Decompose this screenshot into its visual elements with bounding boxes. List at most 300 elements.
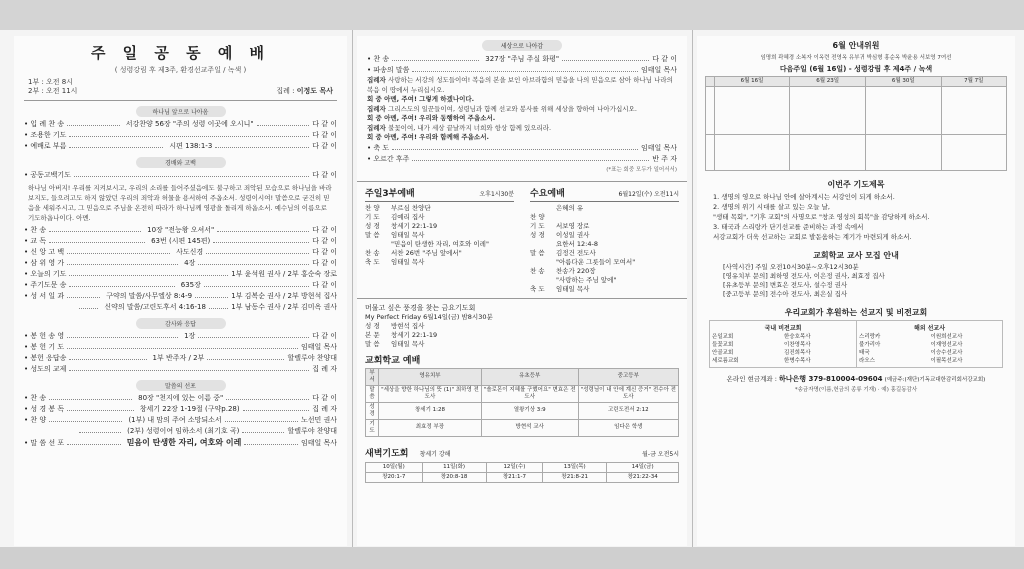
service-value: 임태일 목사	[391, 339, 425, 348]
service-item	[530, 267, 679, 276]
service-value: 임태일 목사	[391, 230, 425, 239]
leader-dots	[392, 60, 479, 61]
order-row	[357, 54, 687, 65]
service-item	[365, 340, 679, 349]
service-value: 찬송가 220장	[556, 266, 596, 275]
service-key: 본 문	[365, 330, 380, 339]
section-label: 경배와 고백	[136, 157, 226, 168]
order-detail: 신약의 말씀/고린도후서 4:16-18	[104, 303, 206, 311]
order-detail: (1부) 내 맘의 주여 소망되소서	[128, 416, 222, 424]
service-item	[365, 231, 514, 240]
order-person: 임태일 목사	[640, 66, 677, 74]
domestic-item: 안골교회	[712, 350, 734, 356]
leader-dots	[257, 125, 310, 126]
confession-prayer: 하나님 아버지! 우리를 지켜보시고, 우리의 소리를 들어주셨음에도 불구하고 죄악된 모습으로 하나님을 바라보지도, 들으려고도 하지 않았던 우리의 죄악과 허물을 용서하여 주옵소서. 성령이시여! 말씀으로 굳건히 믿음을 세워주시고, 그 믿음으로 주님을 온전히 따라가 하나님께 영광을 돌리게 하옵소서. 예수님의 이름으로 기도하옵나이다. 아멘.	[28, 184, 332, 222]
service-key: 찬 양	[530, 212, 545, 221]
roster-day: 6월 23일	[790, 77, 866, 87]
service-time-1: 1부 : 오전 8시	[28, 78, 73, 86]
top-band	[0, 0, 1024, 30]
edu-recruit-title: 교회학교 교사 모집 안내	[813, 251, 899, 260]
service-value: 김예리 집사	[391, 212, 425, 221]
prayer-item: 2. 생명의 위기 시대를 살고 있는 오늘 날,	[713, 203, 830, 211]
order-person: 집 례 자	[312, 405, 337, 413]
account-holder: (예금주:(재단)기독교대한감리회서강교회)	[884, 377, 986, 383]
order-row	[14, 119, 347, 130]
leader-dots	[206, 253, 309, 254]
domestic-item: 김진희목사	[784, 350, 811, 356]
roster-table	[705, 76, 1007, 171]
order-person: 다 같 이	[312, 226, 337, 234]
overseas-item: 이원희선교사	[930, 334, 963, 340]
order-person: 다 같 이	[652, 55, 678, 63]
order-list	[14, 170, 347, 181]
service-value: 요한서 12:4-8	[556, 239, 598, 248]
leader-dots	[49, 242, 145, 243]
service-value: 서보영 장로	[556, 221, 590, 230]
edu-col-header: 부서	[366, 368, 379, 385]
order-detail: 327장 "주님 주실 화평"	[485, 55, 560, 63]
service-item	[530, 231, 679, 240]
order-label: • 봉 헌 기 도	[24, 342, 64, 353]
order-detail: 80장 "천지에 있는 이름 중"	[138, 394, 224, 402]
leader-dots	[198, 337, 309, 338]
edu-row	[366, 385, 679, 402]
order-person: 다 같 이	[312, 259, 337, 267]
order-detail: 시편 138:1-3	[169, 142, 213, 150]
leader-dots	[79, 308, 98, 309]
order-person: 다 같 이	[312, 120, 337, 128]
leader-dots	[412, 71, 638, 72]
wednesday-service	[522, 186, 687, 294]
dawn-title: 새벽기도회	[365, 448, 409, 459]
leader-dots	[562, 60, 649, 61]
dawn-time: 월-금 오전5시	[642, 450, 679, 458]
order-row	[14, 258, 347, 269]
prayer-title: 이번주 기도제목	[827, 180, 885, 189]
order-detail: (2부) 성령이여 임하소서 (최기호 곡)	[127, 427, 240, 435]
prayer-item: 3. 태국과 스리랑카 단기선교를 준비하는 과정 속에서	[713, 223, 864, 231]
service-item	[365, 204, 514, 213]
overseas-item: 이필목선교사	[930, 358, 963, 364]
order-person: 1부 윤석원 권사 / 2부 홍순숙 장로	[231, 270, 337, 278]
edu-col-header: 중고등부	[578, 368, 678, 385]
third-service-time: 오후1시30분	[479, 190, 514, 198]
order-row	[14, 280, 347, 291]
roster-day: 6월 16일	[714, 77, 790, 87]
order-label: • 파송의 말씀	[367, 65, 409, 76]
order-person: 임태일 목사	[640, 143, 677, 152]
edu-cell: "성령님이 내 안에 계신 증거" 전수아 전도사	[578, 385, 678, 402]
usher-names: 임명희 곽혜경 소복자 이옥련 전영옥 유부귀 박심형 홍순옥 박윤용 서보영 7여선	[760, 55, 952, 61]
order-detail: 구약의 말씀/사무엘상 8:4-9	[106, 292, 193, 300]
order-list	[14, 225, 347, 313]
friday-title: 머물고 싶은 풍경을 찾는 금요기도회	[365, 303, 476, 312]
edu-cell: 최효정 부장	[379, 419, 482, 436]
column-divider	[352, 30, 353, 547]
order-row	[14, 302, 347, 313]
service-value: "믿음이 탄생한 자리, 여호와 이레"	[391, 239, 489, 248]
reading-speaker: 집례자	[367, 123, 389, 132]
order-label: • 성 경 봉 독	[24, 404, 64, 415]
service-key: 성 경	[530, 230, 545, 239]
service-item	[365, 258, 514, 267]
leader-dots	[67, 253, 170, 254]
section-label: 세상으로 나아감	[482, 40, 562, 51]
reading-text: 불꽃이여, 내가 세상 끝날까지 너희와 항상 함께 있으리라.	[388, 123, 552, 132]
friday-detail: My Perfect Friday 6월14일(금) 밤8시30분	[365, 312, 493, 321]
order-row	[14, 141, 347, 152]
overseas-heading: 해외 선교사	[913, 325, 946, 332]
service-times	[14, 78, 347, 96]
prayer-item: 1. 생명의 영으로 하나님 안에 살아계시는 서강인이 되게 하소서.	[713, 193, 895, 201]
edu-header	[357, 349, 687, 368]
dawn-day: 14일(금)	[607, 462, 679, 472]
order-label: • 입 례 찬 송	[24, 119, 64, 130]
order-label: • 예배로 부름	[24, 141, 66, 152]
order-person: 반 주 자	[652, 154, 677, 163]
service-value: 부르심 찬양단	[391, 203, 431, 212]
section-label: 말씀의 선포	[136, 380, 226, 391]
dawn-table	[365, 462, 679, 483]
order-row	[14, 247, 347, 258]
responsive-reading	[357, 76, 687, 143]
roster-corner	[706, 77, 715, 87]
order-label: • 오르간 후주	[367, 154, 409, 165]
edu-table	[365, 368, 679, 437]
reading-line	[357, 114, 687, 124]
order-list	[357, 143, 687, 165]
order-detail: 63번 (시편 145편)	[151, 237, 211, 245]
recruit-item: [중고등부 문의] 전수아 전도사, 최은실 집사	[723, 290, 848, 298]
service-value: 창세기 22:1-19	[391, 330, 438, 339]
third-service-list	[365, 204, 514, 267]
order-list	[357, 54, 687, 76]
order-detail: 1부 반주자 / 2부	[152, 354, 205, 362]
wednesday-time: 6월12일(수) 오전11시	[618, 190, 679, 198]
wednesday-list	[530, 204, 679, 294]
service-item	[530, 276, 679, 285]
leader-dots	[67, 337, 178, 338]
reading-speaker: 회 중	[367, 114, 385, 122]
order-person: 다 같 이	[312, 394, 337, 402]
leader-dots	[217, 231, 309, 232]
reading-text: 아멘, 주여! 그렇게 하겠나이다.	[384, 95, 475, 103]
order-detail: 635장	[180, 281, 201, 289]
dawn-header	[357, 437, 687, 462]
order-label: • 찬 송	[24, 225, 46, 236]
order-detail: 사도신경	[176, 248, 204, 256]
service-key: 찬 송	[365, 248, 380, 257]
order-detail: 4장	[184, 259, 196, 267]
divider	[24, 100, 337, 101]
service-value: 임태일 목사	[391, 257, 425, 266]
overseas-item: 이재영선교사	[930, 342, 963, 348]
domestic-item: 한병수목사	[784, 358, 811, 364]
order-row	[357, 154, 687, 165]
edu-cell: 임다은 학생	[578, 419, 678, 436]
service-key: 찬 양	[365, 203, 380, 212]
order-row	[14, 393, 347, 404]
column-divider	[692, 30, 693, 547]
edu-cell: 창세기 1:28	[379, 402, 482, 419]
leader-dots	[67, 264, 178, 265]
service-item	[365, 322, 679, 331]
order-label: • 성 서 일 과	[24, 291, 64, 302]
leader-label: 집례 :	[276, 87, 297, 95]
third-service-title: 주일3부예배	[365, 188, 415, 199]
sermon-preacher: 임태일 목사	[300, 439, 338, 447]
prayer-item: 서강교회가 더욱 선교하는 교회로 발돋움하는 계기가 마련되게 하소서.	[713, 233, 912, 241]
service-key: 성 경	[365, 221, 380, 230]
edu-cell: 성경	[366, 402, 379, 419]
overseas-item: 스리랑카	[859, 334, 881, 340]
leader-dots	[209, 308, 228, 309]
leader-dots	[67, 348, 298, 349]
service-value: 방현석 집사	[391, 321, 425, 330]
leader-dots	[67, 410, 134, 411]
reading-text: 아멘, 주여! 우리와 동행하여 주옵소서.	[384, 114, 496, 122]
third-service	[357, 186, 522, 294]
order-person: 다 같 이	[312, 237, 337, 245]
dawn-ref: 창20:8-18	[422, 472, 486, 482]
account-info	[697, 374, 1015, 384]
friday-prayer	[357, 298, 687, 349]
overseas-list	[859, 333, 1000, 365]
leader-dots	[69, 275, 228, 276]
recruit-item: [유초등부 문의] 변효은 전도사, 설수정 권사	[723, 281, 848, 289]
leader-dots	[49, 231, 141, 232]
order-list	[14, 393, 347, 437]
edu-recruit-list	[697, 261, 1015, 301]
service-item	[365, 240, 514, 249]
order-list	[14, 331, 347, 375]
order-row	[14, 404, 347, 415]
order-person: 노선민 권사	[300, 416, 338, 424]
reading-text: 아멘, 주여! 우리와 함께해 주옵소서.	[384, 133, 489, 141]
page-subtitle: ( 성령강림 후 제3주, 환경선교주일 / 녹색 )	[114, 66, 247, 74]
order-label: • 봉 헌 송 영	[24, 331, 64, 342]
order-row	[14, 291, 347, 302]
edu-row	[366, 419, 679, 436]
dawn-day: 12일(수)	[486, 462, 543, 472]
domestic-item: 세로름교회	[712, 358, 739, 364]
service-key: 말 씀	[365, 339, 380, 348]
dawn-day: 11일(화)	[422, 462, 486, 472]
service-item	[530, 258, 679, 267]
order-person: 다 같 이	[312, 332, 337, 340]
reading-line	[357, 76, 687, 95]
order-detail: 창세기 22장 1-19절 (구약p.28)	[139, 405, 240, 413]
service-value: 이성일 권사	[556, 230, 590, 239]
roster-day: 7월 7일	[941, 77, 1006, 87]
service-key: 축 도	[530, 284, 545, 293]
service-key: 찬 송	[530, 266, 545, 275]
order-detail: 10장 "전능왕 오셔서"	[147, 226, 215, 234]
order-row	[14, 353, 347, 364]
section-label: 감사와 응답	[136, 318, 226, 329]
service-item	[365, 213, 514, 222]
service-item	[365, 222, 514, 231]
order-label: • 교 독	[24, 236, 46, 247]
order-row	[357, 143, 687, 154]
reading-line	[357, 95, 687, 105]
service-value: 서찬 26번 "주님 앞에서"	[391, 248, 462, 257]
service-item	[365, 249, 514, 258]
reading-line	[357, 124, 687, 134]
order-label: • 찬 송	[367, 54, 389, 65]
dawn-subtitle: 창세기 강해	[419, 450, 451, 458]
order-row	[14, 426, 347, 437]
leader-dots	[226, 399, 309, 400]
friday-list	[365, 322, 679, 349]
announcement-column	[697, 36, 1015, 546]
order-label: • 축 도	[367, 143, 389, 154]
edu-cell: 말씀	[366, 385, 379, 402]
service-key: 기 도	[365, 212, 380, 221]
dawn-ref: 창21:1-7	[486, 472, 543, 482]
order-person: 1부 김복순 권사 / 2부 방현석 집사	[231, 292, 337, 300]
leader-dots	[225, 421, 298, 422]
service-item	[530, 249, 679, 258]
domestic-list	[712, 333, 854, 365]
leader-dots	[67, 125, 120, 126]
dawn-ref: 창20:1-7	[366, 472, 423, 482]
leader-dots	[204, 286, 309, 287]
reading-text: 그리스도의 일꾼들이여, 성령님과 함께 선교와 봉사를 위해 세상을 향하여 나아가십시오.	[388, 104, 637, 113]
edu-cell: 고린도전서 2:12	[578, 402, 678, 419]
service-value: 임태일 목사	[556, 284, 590, 293]
service-item	[530, 285, 679, 294]
edu-title: 교회학교 예배	[365, 355, 421, 366]
order-row	[357, 65, 687, 76]
leader-dots	[69, 136, 309, 137]
leader-dots	[243, 410, 310, 411]
reading-speaker: 집례자	[367, 76, 389, 84]
sermon-title: 믿음이 탄생한 자리, 여호와 이레	[126, 438, 242, 447]
edu-cell: "솔로몬이 지혜를 구했어요" 변효은 전도사	[481, 385, 578, 402]
recruit-item: [사역시간] 주일 오전10시30분~오후12시30분	[723, 263, 859, 271]
edu-col-header: 유초등부	[481, 368, 578, 385]
leader-dots	[69, 286, 174, 287]
order-detail: 서강찬양 56장 "주의 성령 이곳에 오시니"	[125, 120, 254, 128]
leader-dots	[412, 160, 649, 161]
leader-dots	[69, 147, 163, 148]
leader-dots	[213, 242, 309, 243]
edu-cell: "세상을 향한 하나님의 뜻 (1)" 최하영 전도사	[379, 385, 482, 402]
leader-dots	[67, 297, 100, 298]
mission-box	[709, 320, 1003, 368]
order-row	[14, 342, 347, 353]
order-person: 할렐루야 찬양대	[287, 427, 337, 435]
order-person: 1부 남동수 권사 / 2부 김미옥 권사	[231, 303, 338, 311]
sermon-row	[14, 437, 347, 449]
order-person: 다 같 이	[312, 171, 337, 179]
prayer-item: "생태 목회", "기후 교회"의 사명으로 "창조 영성의 회복"을 감당하게 하소서.	[713, 213, 930, 221]
leader-dots	[242, 432, 284, 433]
page-title: 주 일 공 동 예 배	[90, 44, 271, 62]
order-row	[14, 364, 347, 375]
order-label: • 찬 송	[24, 393, 46, 404]
domestic-item: 이찬영목사	[784, 342, 811, 348]
order-row	[14, 170, 347, 181]
order-label: • 성도의 교제	[24, 364, 66, 375]
edu-cell: 기도	[366, 419, 379, 436]
order-person: 집 례 자	[312, 365, 337, 373]
order-label	[24, 426, 76, 437]
service-value: 은혜의 유	[556, 203, 584, 212]
service-item	[530, 204, 679, 213]
recruit-item: [영유치부 문의] 최하영 전도사, 이은정 권사, 최효정 집사	[723, 272, 885, 280]
sermon-label: • 말 씀 선 포	[24, 438, 64, 449]
dawn-ref: 창21:22-34	[607, 472, 679, 482]
service-value: "사랑하는 주님 앞에"	[556, 275, 617, 284]
order-label	[24, 302, 76, 313]
service-item	[530, 240, 679, 249]
leader-dots	[69, 370, 309, 371]
reading-speaker: 집례자	[367, 104, 389, 113]
order-person: 다 같 이	[312, 142, 337, 150]
order-label: • 오늘의 기도	[24, 269, 66, 280]
dawn-day: 13일(목)	[543, 462, 607, 472]
service-value: 창세기 22:1-19	[391, 221, 438, 230]
order-label: • 공동고백기도	[24, 170, 71, 181]
order-detail: 1장	[184, 332, 196, 340]
leader-dots	[79, 432, 121, 433]
order-label: • 신 앙 고 백	[24, 247, 64, 258]
leader-dots	[74, 176, 309, 177]
order-person: 다 같 이	[312, 281, 337, 289]
order-person: 다 같 이	[312, 248, 337, 256]
leader-dots	[198, 264, 309, 265]
reading-line	[357, 105, 687, 115]
leader-name: 이정도 목사	[296, 87, 333, 95]
overseas-item: 태국	[859, 350, 870, 356]
service-key: 기 도	[530, 221, 545, 230]
domestic-item: 은일교회	[712, 334, 734, 340]
service-key: 말 씀	[530, 248, 545, 257]
order-label: • 조용한 기도	[24, 130, 66, 141]
leader-dots	[69, 359, 146, 360]
service-key: 축 도	[365, 257, 380, 266]
leader-dots	[49, 421, 122, 422]
edu-col-header: 영유치부	[379, 368, 482, 385]
leader-dots	[195, 297, 228, 298]
section-label: 하나님 앞으로 나아옴	[136, 106, 226, 117]
mission-title: 우리교회가 후원하는 선교지 및 비전교회	[784, 308, 928, 317]
order-row	[14, 331, 347, 342]
standing-note: (*표는 회중 모두가 일어서서)	[606, 166, 677, 173]
order-row	[14, 269, 347, 280]
usher-title: 6월 안내위원	[832, 41, 880, 50]
overseas-item: 이승수선교사	[930, 350, 963, 356]
leader-dots	[215, 147, 309, 148]
worship-order-column	[14, 36, 347, 546]
order-label: • 봉헌 응답송	[24, 353, 66, 364]
order-label: • 삼 위 영 가	[24, 258, 64, 269]
order-label: • 주기도문 송	[24, 280, 66, 291]
wednesday-title: 수요예배	[530, 188, 565, 199]
order-row	[14, 236, 347, 247]
account-note: *송금자명(이름,헌금의 종류 기재) · 예) 홍길동감사	[794, 387, 918, 393]
edu-cell: 열왕기상 3:9	[481, 402, 578, 419]
edu-cell: 방현석 교사	[481, 419, 578, 436]
edu-row	[366, 402, 679, 419]
order-person: 임태일 목사	[300, 343, 337, 351]
domestic-heading: 국내 비전교회	[764, 325, 802, 332]
reading-line	[357, 133, 687, 143]
roster-day: 6월 30일	[865, 77, 941, 87]
reading-speaker: 회 중	[367, 95, 385, 103]
